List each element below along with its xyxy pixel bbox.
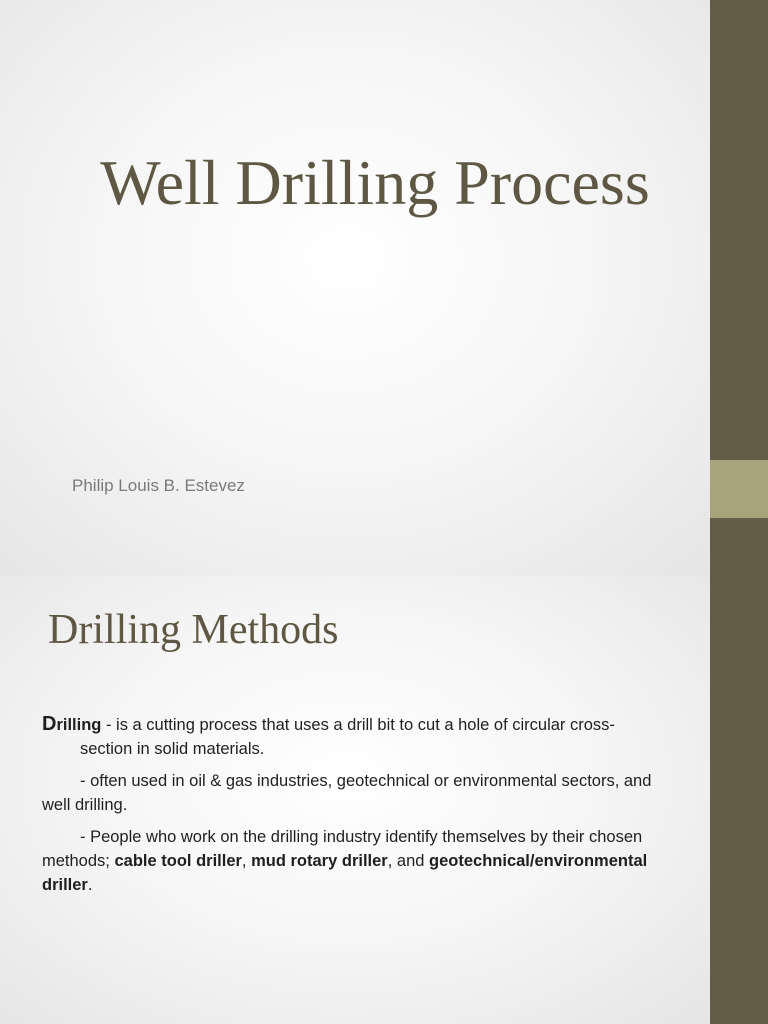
method-cable-tool: cable tool driller <box>114 852 242 870</box>
paragraph-definition <box>42 712 664 761</box>
method-geotechnical: geotechnical/environmental driller <box>42 852 648 894</box>
paragraph-methods <box>42 825 664 897</box>
sidebar-accent-block <box>710 460 768 518</box>
lead-word: rilling <box>56 716 102 734</box>
method-mud-rotary: mud rotary driller <box>251 852 388 870</box>
paragraph-usage <box>42 769 664 817</box>
separator: , <box>241 852 252 870</box>
body-text <box>42 712 664 905</box>
methods-text: - People who work on the drilling industry identify themselves by their chosen methods; <box>42 828 643 870</box>
period: . <box>87 876 93 894</box>
slide-title-heading: Well Drilling Process <box>100 147 650 218</box>
slide-subtitle-author: Philip Louis B. Estevez <box>72 476 245 495</box>
section-heading: Drilling Methods <box>48 607 339 653</box>
separator: , and <box>387 852 430 870</box>
usage-text: - often used in oil & gas industries, geotechnical or environmental sectors, and well drilling. <box>42 772 652 814</box>
definition-text: - is a cutting process that uses a drill bit to cut a hole of circular cross-section in solid materials. <box>80 716 615 758</box>
sidebar-decoration <box>710 576 768 1024</box>
lead-initial: D <box>42 713 57 735</box>
slide-drilling-methods <box>0 576 768 1024</box>
